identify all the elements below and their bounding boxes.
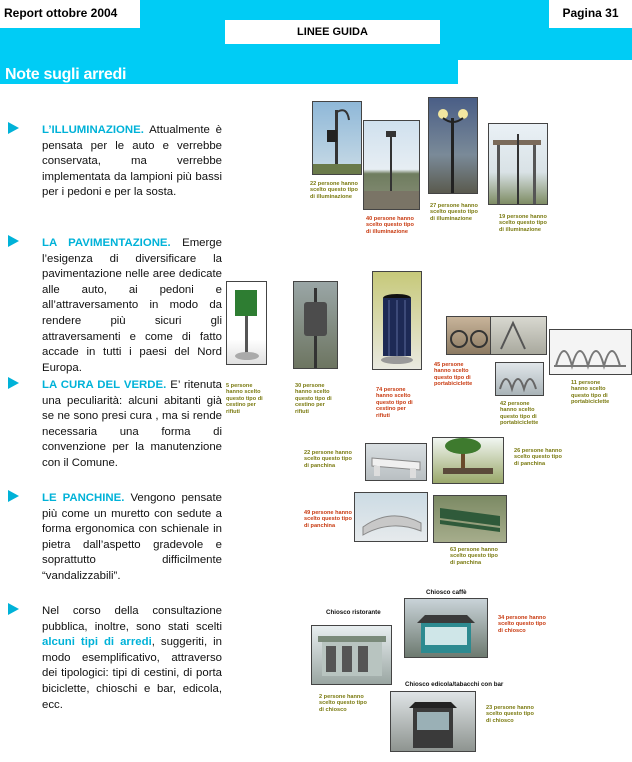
bin-caption-1: 5 persone hanno scelto questo tipo di cestino per rifiuti [226, 383, 263, 415]
paragraph-highlight: alcuni tipi di arredi [42, 636, 152, 649]
bench-photo-1 [365, 443, 427, 481]
lamp-photo-3 [428, 97, 478, 194]
bench-photo-2 [432, 437, 504, 484]
page-title: Note sugli arredi [5, 66, 127, 83]
kiosk-caption-1: 34 persone hanno scelto questo tipo di chiosco [498, 615, 546, 634]
paragraph-heading: LA PAVIMENTAZIONE. [42, 237, 171, 249]
lamp-photo-2 [363, 120, 420, 210]
bullet-arrow-icon [8, 235, 19, 247]
paragraph-text: , suggeriti, in modo esemplificativo, attraverso dei tipologici: tipi di cestini, di porta biciclette, chioschi e bar, edicola, ecc. [42, 636, 222, 711]
bullet-arrow-icon [8, 603, 19, 615]
bench-caption-2: 26 persone hanno scelto questo tipo di panchina [514, 448, 562, 467]
paragraph-illuminazione [42, 123, 222, 201]
kiosk-label-cafe: Chiosco caffè [426, 589, 467, 596]
bullet-arrow-icon [8, 377, 19, 389]
paragraph-pavimentazione [42, 236, 222, 376]
bike-photo-2 [490, 316, 547, 355]
bench-caption-1: 22 persone hanno scelto questo tipo di panchina [304, 450, 352, 469]
lamp-caption-3: 27 persone hanno scelto questo tipo di illuminazione [430, 203, 478, 222]
kiosk-caption-2: 2 persone hanno scelto questo tipo di chiosco [319, 694, 367, 713]
bench-photo-4 [433, 495, 507, 543]
paragraph-heading: L’ILLUMINAZIONE. [42, 124, 144, 136]
kiosk-caption-3: 23 persone hanno scelto questo tipo di chiosco [486, 705, 534, 724]
paragraph-text: E’ ritenuta una peculiarità: alcuni abitanti già se ne sono presi cura , ma si rende necessaria una forma di convenzione per la manutenzione con il Comune. [42, 379, 222, 469]
paragraph-heading: LA CURA DEL VERDE. [42, 379, 167, 391]
bin-photo-2 [293, 281, 338, 369]
bin-caption-2: 30 persone hanno scelto questo tipo di cestino per rifiuti [295, 383, 332, 415]
bike-caption-1: 45 persone hanno scelto questo tipo di portabiciclette [434, 362, 473, 388]
bike-caption-3: 11 persone hanno scelto questo tipo di portabiciclette [571, 380, 610, 406]
bullet-arrow-icon [8, 490, 19, 502]
page-number: Pagina 31 [549, 0, 632, 28]
paragraph-text: Emerge l’esigenza di diversificare la pavimentazione nelle aree dedicate alle auto, ai pedoni e all’attraversamento in modo da rendere più sicuri gli attraversamenti e come di fatto accade in tutti i paesi del Nord Europa. [42, 237, 222, 374]
kiosk-label-ristorante: Chiosco ristorante [326, 609, 381, 616]
bullet-arrow-icon [8, 122, 19, 134]
section-title: LINEE GUIDA [225, 20, 440, 44]
bench-caption-4: 63 persone hanno scelto questo tipo di panchina [450, 547, 498, 566]
paragraph-text: Vengono pensate più come un muretto con sedute a forma ergonomica con schienale in pietra dall’aspetto gradevole e soprattutto difficilmente “vandalizzabili”. [42, 492, 222, 582]
bench-photo-3 [354, 492, 428, 542]
kiosk-photo-1 [404, 598, 488, 658]
paragraph-verde [42, 378, 222, 472]
paragraph-arredi [42, 604, 222, 713]
lamp-caption-1: 22 persone hanno scelto questo tipo di illuminazione [310, 181, 358, 200]
paragraph-heading: LE PANCHINE. [42, 492, 125, 504]
bike-photo-1 [446, 316, 492, 355]
report-label: Report ottobre 2004 [0, 0, 140, 28]
bin-photo-3 [372, 271, 422, 370]
bin-photo-1 [226, 281, 267, 365]
paragraph-text: Nel corso della consultazione pubblica, inoltre, sono stati scelti [42, 605, 222, 633]
paragraph-text: Attualmente è pensata per le auto e verrebbe conservata, ma verrebbe implementata da lampioni più bassi per i pedoni e per la sosta. [42, 124, 222, 199]
lamp-caption-2: 40 persone hanno scelto questo tipo di illuminazione [366, 216, 414, 235]
kiosk-label-edicola: Chiosco edicola/tabacchi con bar [405, 681, 504, 688]
bike-caption-2: 42 persone hanno scelto questo tipo di portabiciclette [500, 401, 539, 427]
kiosk-photo-3 [390, 691, 476, 752]
lamp-caption-4: 19 persone hanno scelto questo tipo di illuminazione [499, 214, 547, 233]
lamp-photo-1 [312, 101, 362, 175]
bike-photo-3 [495, 362, 544, 396]
paragraph-panchine [42, 491, 222, 585]
bench-caption-3: 49 persone hanno scelto questo tipo di panchina [304, 510, 352, 529]
lamp-photo-4 [488, 123, 548, 205]
kiosk-photo-2 [311, 625, 392, 685]
bin-caption-3: 74 persone hanno scelto questo tipo di cestino per rifiuti [376, 387, 413, 419]
bike-photo-4 [549, 329, 632, 375]
